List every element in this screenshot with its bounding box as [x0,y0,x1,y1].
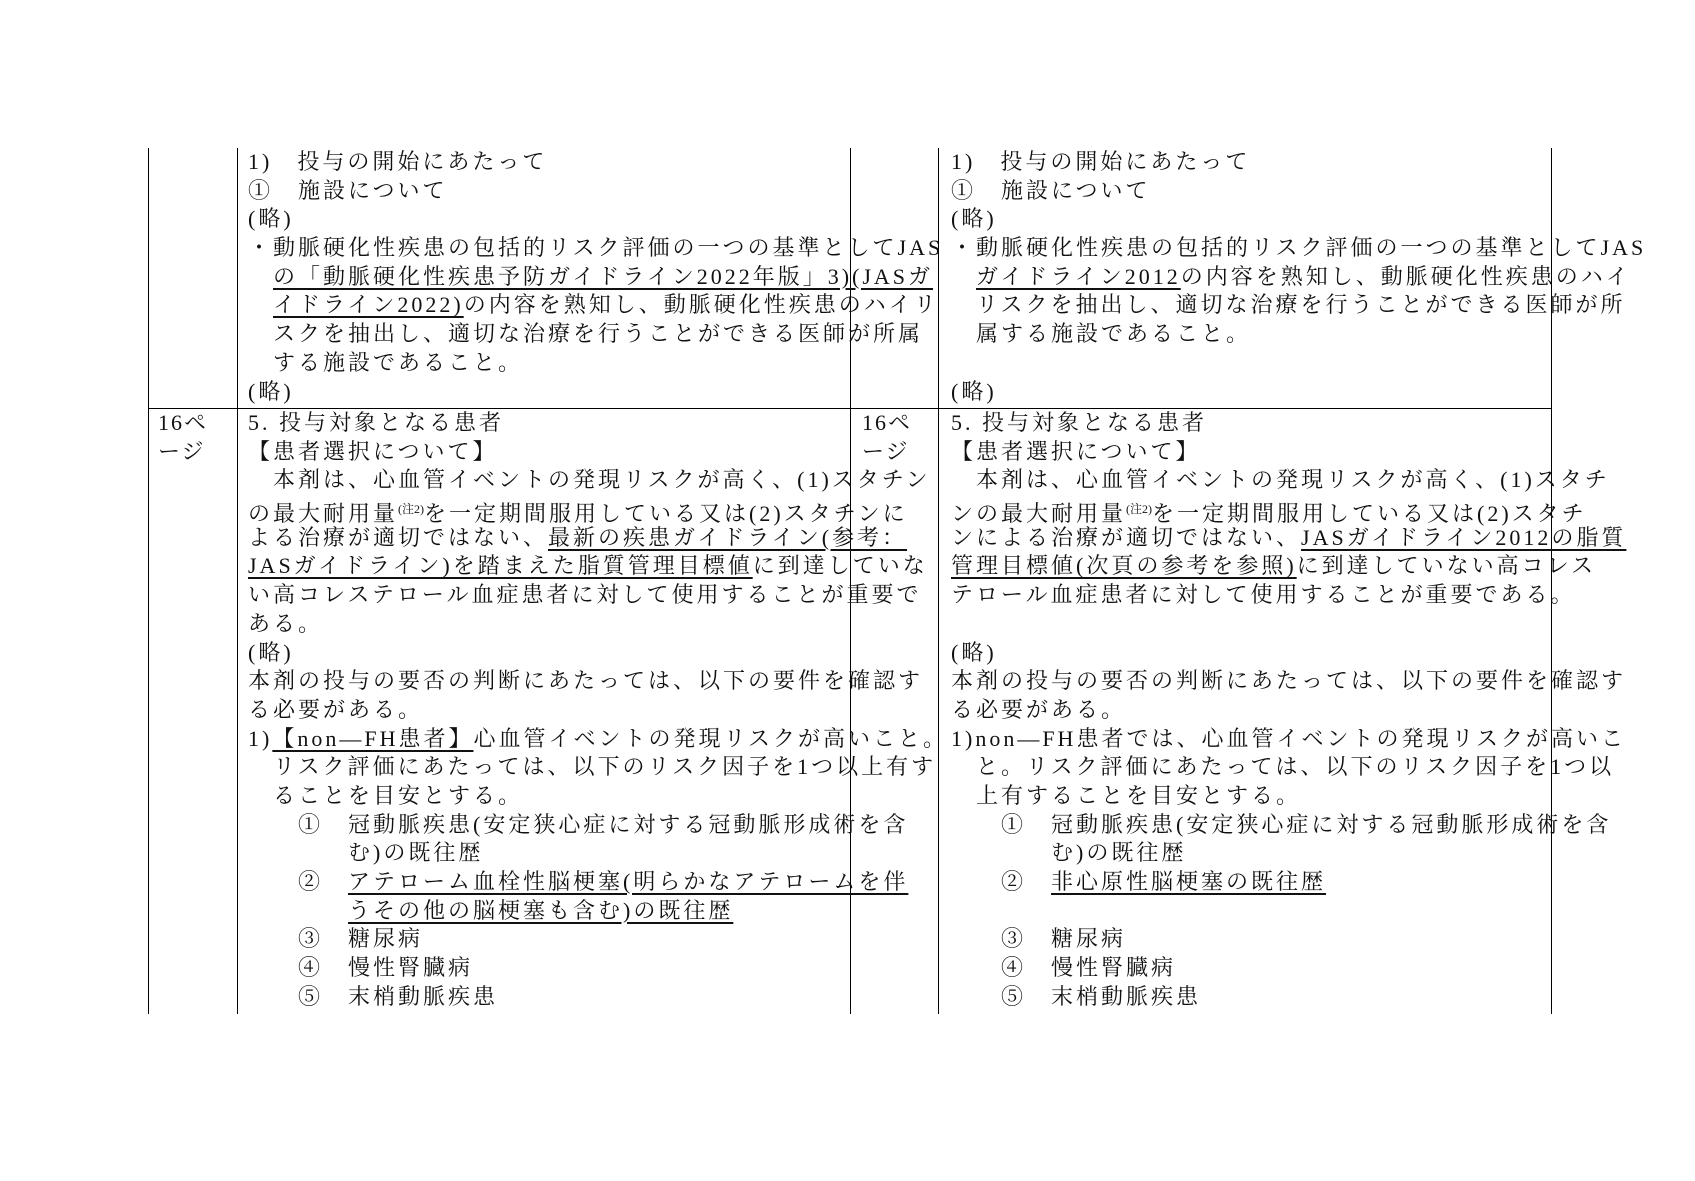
text-line [951,753,1615,782]
text-line [248,349,848,378]
text-line [951,438,1549,467]
text-line [951,409,1549,438]
text-line [951,725,1627,754]
text-line [248,177,848,206]
text-segment: よる治療が適切ではない、 [248,524,549,550]
page-label-left: 16ページ [158,410,209,464]
text-segment: 本剤の投与の要否の判断にあたっては、以下の要件を確認す [951,668,1627,694]
underlined-revision: JASガイドライン)を踏まえた脂質管理目標値 [248,553,753,579]
underlined-revision: イドライン2022) [273,292,464,318]
text-segment: 心血管イベントの発現リスクが高いこと。 [473,725,949,751]
text-segment: む)の既往歴 [248,840,484,866]
text-segment: 1) 投与の開始にあたって [951,149,1251,174]
text-segment: に到達していない高コレス [1296,553,1596,579]
text-segment: リスクを抽出し、適切な治療を行うことができる医師が所 [951,292,1626,318]
revised-text-cell [248,148,944,406]
text-segment [951,264,976,289]
text-segment: ンの最大耐用量 [951,501,1127,527]
text-segment: (略) [951,639,997,665]
underlined-revision: うその他の脳梗塞も含む)の既往歴 [348,897,734,923]
text-line [248,320,924,349]
text-line [248,205,848,234]
underlined-revision: 最新の疾患ガイドライン(参考： [548,524,908,550]
underlined-revision: の「動脈硬化性疾患予防ガイドライン2022年版」3)(JASガ [273,263,934,289]
text-segment: ることを目安とする。 [248,782,524,808]
text-line [248,581,922,610]
text-segment: 本剤は、心血管イベントの発現リスクが高く、(1)スタチ [951,467,1610,493]
text-segment: ② [248,869,349,894]
text-line [248,148,848,177]
text-segment: 【患者選択について】 [248,438,498,464]
text-segment: ① 冠動脈疾患(安定狭心症に対する冠動脈形成術を含 [248,811,909,837]
text-line [951,378,1549,407]
text-segment: (略) [951,378,997,404]
text-line [248,234,944,263]
text-line [248,983,848,1012]
text-segment: と。リスク評価にあたっては、以下のリスク因子を1つ以 [951,754,1615,780]
text-segment: (略) [248,639,294,665]
text-line [248,782,848,811]
underlined-revision: 【non―FH患者】 [272,725,474,751]
text-segment: 本剤の投与の要否の判断にあたっては、以下の要件を確認す [248,668,924,694]
footnote-reference: (注2) [1126,502,1153,517]
text-line [951,177,1549,206]
text-segment: ・動脈硬化性疾患の包括的リスク評価の一つの基準としてJAS [248,235,944,261]
text-line [951,954,1549,983]
table-border [237,148,238,1014]
text-segment: る必要がある。 [951,696,1127,722]
text-segment: ② [951,869,1052,894]
underlined-revision: JASガイドライン2012の脂質 [1301,524,1627,550]
underlined-revision: ガイドライン2012 [976,263,1181,289]
text-segment: ① 施設について [248,177,448,203]
table-border [148,148,149,1014]
text-segment: ・動脈硬化性疾患の包括的リスク評価の一つの基準としてJAS [951,235,1647,261]
text-segment: 【患者選択について】 [951,438,1201,464]
text-line [951,205,1549,234]
text-line [951,667,1627,696]
text-line [248,495,908,527]
text-line [248,466,931,495]
text-line [951,839,1549,868]
text-segment: ⑤ 末梢動脈疾患 [248,983,499,1009]
text-segment: (略) [951,206,997,232]
text-line [248,263,934,292]
text-segment: ① 施設について [951,177,1151,203]
text-line [951,320,1549,349]
text-segment: る必要がある。 [248,696,424,722]
text-line [248,524,908,553]
text-segment: む)の既往歴 [951,840,1187,866]
text-segment: 5. 投与対象となる患者 [248,410,505,435]
text-line [951,234,1647,263]
text-line [951,495,1587,527]
text-line [951,148,1549,177]
text-line [248,438,848,467]
text-line [951,524,1627,553]
text-line [951,897,1549,926]
text-segment: ③ 糖尿病 [951,926,1127,952]
text-line [248,897,848,926]
text-segment: ④ 慢性腎臓病 [248,955,474,981]
underlined-revision: 管理目標値(次頁の参考を参照) [951,553,1297,579]
text-line [951,811,1612,840]
footnote-reference: (注2) [398,502,425,517]
text-segment: の最大耐用量 [248,501,399,527]
underlined-revision: アテローム血栓性脳梗塞(明らかなアテロームを伴 [348,869,909,894]
text-segment: を一定期間服用している又は(2)スタチ [1152,501,1587,527]
text-segment: に到達していな [752,553,928,579]
text-segment: 本剤は、心血管イベントの発現リスクが高く、(1)スタチン [248,467,931,493]
text-line [248,753,937,782]
text-line [951,581,1576,610]
text-line [951,696,1549,725]
text-line [248,639,848,668]
text-segment: テロール血症患者に対して使用することが重要である。 [951,582,1576,608]
text-line [951,466,1610,495]
text-line [248,839,848,868]
text-segment: ③ 糖尿病 [248,926,424,952]
text-line [248,925,848,954]
text-segment: (略) [248,378,294,404]
text-segment: ある。 [248,610,324,636]
text-line [951,782,1549,811]
text-line [248,291,939,320]
text-segment: ⑤ 末梢動脈疾患 [951,983,1202,1009]
text-segment: する施設であること。 [248,349,524,375]
text-line [248,667,924,696]
text-segment: リスク評価にあたっては、以下のリスク因子を1つ以上有す [248,754,937,780]
current-text-cell [951,148,1647,406]
text-line [248,868,909,897]
text-segment: い高コレステロール血症患者に対して使用することが重要で [248,582,922,608]
text-segment: を一定期間服用している又は(2)スタチンに [424,501,908,527]
text-line [951,552,1596,581]
text-line [951,610,1549,639]
text-segment: ① 冠動脈疾患(安定狭心症に対する冠動脈形成術を含 [951,811,1612,837]
text-segment: の内容を熟知し、動脈硬化性疾患のハイリ [463,292,939,318]
text-segment: の内容を熟知し、動脈硬化性疾患のハイ [1180,263,1631,289]
text-line [951,639,1549,668]
text-line [951,291,1626,320]
text-segment: スクを抽出し、適切な治療を行うことができる医師が所属 [248,321,924,347]
text-segment: (略) [248,206,294,232]
text-segment: 属する施設であること。 [951,321,1252,347]
table-border [938,148,939,1014]
text-line [951,263,1631,292]
text-line [951,868,1549,897]
underlined-revision: 非心原性脳梗塞の既往歴 [1051,869,1327,894]
text-segment [248,898,348,923]
text-line [248,725,949,754]
text-segment: 1) 投与の開始にあたって [248,149,548,174]
text-segment: ンによる治療が適切ではない、 [951,524,1302,550]
text-segment: ④ 慢性腎臓病 [951,955,1177,981]
text-segment: 5. 投与対象となる患者 [951,410,1208,435]
text-line [248,954,848,983]
text-line [951,925,1549,954]
current-text-cell [951,409,1627,1011]
text-segment: 1) [248,725,273,751]
text-line [248,378,848,407]
text-segment: 1)non―FH患者では、心血管イベントの発現リスクが高いこ [951,725,1627,751]
text-line [248,552,928,581]
text-line [248,409,848,438]
text-line [951,349,1549,378]
text-line [951,983,1549,1012]
text-segment [248,264,273,289]
page-label-right: 16ページ [862,410,913,464]
text-line [248,811,909,840]
text-line [248,610,848,639]
text-segment [248,292,273,317]
text-line [248,696,848,725]
text-segment: 上有することを目安とする。 [951,782,1302,808]
